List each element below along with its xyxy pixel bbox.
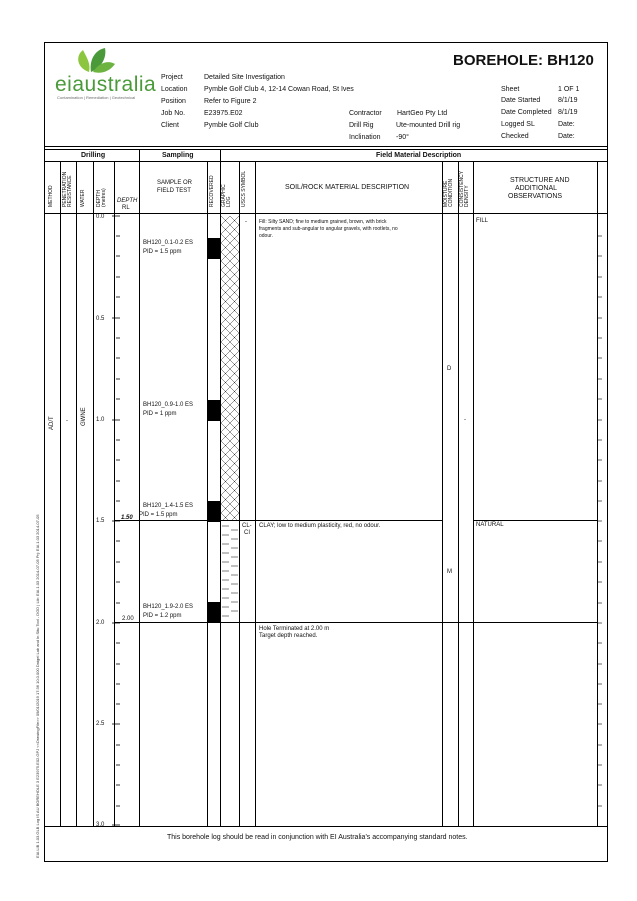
sample-pid: PID = 1.5 ppm	[139, 512, 178, 518]
sample-id: BH120_0.9-1.0 ES	[143, 402, 194, 408]
logged-date-label: Date:	[558, 121, 575, 128]
date-started-label: Date Started	[501, 97, 541, 104]
drill-rig-label: Drill Rig	[349, 122, 374, 129]
graphic-log-header: GRAPHIC LOG	[221, 184, 232, 207]
structure-header-line1: STRUCTURE AND	[510, 177, 570, 184]
recovered-sample-block	[208, 238, 220, 259]
column-line	[255, 161, 256, 826]
column-line	[473, 161, 474, 826]
graphic-log-clay-pattern	[221, 521, 239, 622]
leaf-icon	[55, 46, 155, 76]
layer-description-line: odour.	[259, 233, 273, 239]
date-started-value: 8/1/19	[558, 97, 578, 104]
termination-note: Target depth reached.	[259, 633, 318, 639]
depth-tick-label: 2.5	[96, 721, 105, 727]
depth-rl-header-bottom: RL	[122, 205, 130, 211]
field-material-section-header: Field Material Description	[376, 152, 462, 159]
sample-pid: PID = 1 ppm	[143, 411, 177, 417]
depth-tick-label: 1.0	[96, 417, 105, 423]
location-value: Pymble Golf Club 4, 12-14 Cowan Road, St Ives	[204, 86, 354, 93]
layer-depth-rl: 2.00	[122, 616, 134, 622]
page-title: BOREHOLE: BH120	[453, 52, 594, 69]
depth-tick-label: 1.5	[96, 518, 105, 524]
sampling-section-header: Sampling	[162, 152, 194, 159]
contractor-value: HartGeo Pty Ltd	[397, 110, 448, 117]
layer-boundary-line	[114, 520, 442, 521]
layer-boundary-line	[473, 520, 597, 521]
consistency-header: CONSISTENCY DENSITY	[459, 170, 470, 207]
sheet-value: 1 OF 1	[558, 86, 580, 93]
observation-value: NATURAL	[476, 522, 504, 528]
layer-description-line: fragments and sub-angular to angular gravels, with rootlets, no	[259, 226, 398, 232]
sample-pid: PID = 1.2 ppm	[143, 613, 182, 619]
depth-tick-label: 2.0	[96, 620, 105, 626]
column-line	[458, 161, 459, 826]
column-line	[239, 161, 240, 826]
column-line	[442, 161, 443, 826]
side-note: EIA LIB 1.03.GLB Log IS AU BOREHOLE 3 E23975.E02.GPJ <<DrawingFile>> 09/01/2019 17:36 10.0.000 Datgel Lab and In Situ Tool - DGD | Lib: EIA 1.03 2014-07-05 Prj: EIA 1.03 2014-07-05	[35, 514, 40, 858]
recovered-sample-block	[208, 602, 220, 623]
logo-tagline: Contamination | Remediation | Geotechnical	[57, 95, 136, 100]
penetration-value: -	[66, 418, 68, 424]
job-value: E23975.E02	[204, 110, 243, 117]
location-label: Location	[161, 86, 188, 93]
layer-description-line: CLAY; low to medium plasticity, red, no odour.	[259, 523, 381, 529]
column-line	[60, 161, 61, 826]
contractor-label: Contractor	[349, 110, 382, 117]
drill-rig-value: Ute-mounted Drill rig	[396, 122, 461, 129]
footer-note: This borehole log should be read in conjunction with EI Australia's accompanying standard notes.	[167, 834, 468, 841]
depth-ticks	[112, 215, 132, 827]
penetration-header: PENETRATION RESISTANCE	[62, 171, 73, 207]
position-label: Position	[161, 98, 186, 105]
depth-metres-header: DEPTH (metres)	[96, 188, 107, 207]
logged-label: Logged SL	[501, 121, 535, 128]
drilling-section-header: Drilling	[81, 152, 106, 159]
layer-depth-rl: 1.50	[121, 515, 133, 521]
uscs-symbol-header: USCS SYMBOL	[241, 170, 247, 207]
depth-tick-label: 3.0	[96, 822, 105, 828]
checked-date-label: Date:	[558, 133, 575, 140]
logo	[55, 46, 155, 102]
date-completed-label: Date Completed	[501, 109, 552, 116]
termination-note: Hole Terminated at 2.00 m	[259, 626, 330, 632]
header-divider	[44, 146, 607, 147]
sample-header-bottom: FIELD TEST	[157, 188, 191, 194]
inclination-label: Inclination	[349, 134, 381, 141]
structure-header-line2: ADDITIONAL	[515, 185, 558, 192]
checked-label: Checked	[501, 133, 529, 140]
structure-header-line3: OBSERVATIONS	[508, 193, 563, 200]
sample-id: BH120_0.1-0.2 ES	[143, 240, 194, 246]
termination-line	[114, 622, 598, 623]
layer-description-line: Fill: Silty SAND; fine to medium grained, brown, with brick	[259, 219, 387, 225]
date-completed-value: 8/1/19	[558, 109, 578, 116]
column-line	[207, 161, 208, 826]
sample-pid: PID = 1.5 ppm	[143, 249, 182, 255]
sample-header-top: SAMPLE OR	[157, 180, 193, 186]
logo-text: eiaustralia	[55, 73, 157, 96]
column-line	[76, 161, 77, 826]
client-label: Client	[161, 122, 179, 129]
position-value: Refer to Figure 2	[204, 98, 257, 105]
moisture-header: MOISTURE CONDITION	[443, 178, 454, 207]
project-label: Project	[161, 74, 183, 81]
graphic-log-fill-pattern	[221, 216, 239, 520]
moisture-value: M	[447, 569, 452, 575]
uscs-symbol-value: -	[245, 219, 247, 225]
column-line	[139, 149, 140, 826]
soil-description-header: SOIL/ROCK MATERIAL DESCRIPTION	[285, 184, 410, 191]
inclination-value: -90°	[396, 134, 409, 141]
water-header: WATER	[80, 189, 86, 207]
section-header-divider	[44, 161, 607, 162]
column-header-divider	[44, 213, 607, 214]
recovered-sample-block	[208, 400, 220, 421]
job-label: Job No.	[161, 110, 186, 117]
water-value: GWNE	[81, 407, 87, 426]
observation-value: FILL	[476, 218, 489, 224]
consistency-value: -	[464, 417, 466, 423]
moisture-value: D	[447, 366, 452, 372]
header-divider	[44, 149, 607, 150]
client-value: Pymble Golf Club	[204, 122, 259, 129]
recovered-sample-block	[208, 501, 220, 522]
sheet-label: Sheet	[501, 86, 520, 93]
sample-id: BH120_1.4-1.5 ES	[143, 503, 194, 509]
uscs-symbol-value: CL-	[242, 523, 252, 529]
project-value: Detailed Site Investigation	[204, 74, 285, 81]
depth-tick-label: 0.5	[96, 316, 105, 322]
right-margin-ticks	[598, 215, 608, 827]
sample-id: BH120_1.9-2.0 ES	[143, 604, 194, 610]
method-header: METHOD	[48, 185, 54, 207]
depth-rl-header-top: DEPTH	[117, 198, 138, 204]
drilling-method-value: AD/T	[49, 416, 55, 430]
recovered-header: RECOVERED	[209, 175, 215, 207]
uscs-symbol-value: CI	[244, 530, 250, 536]
depth-tick-label: 0.0	[96, 214, 105, 220]
